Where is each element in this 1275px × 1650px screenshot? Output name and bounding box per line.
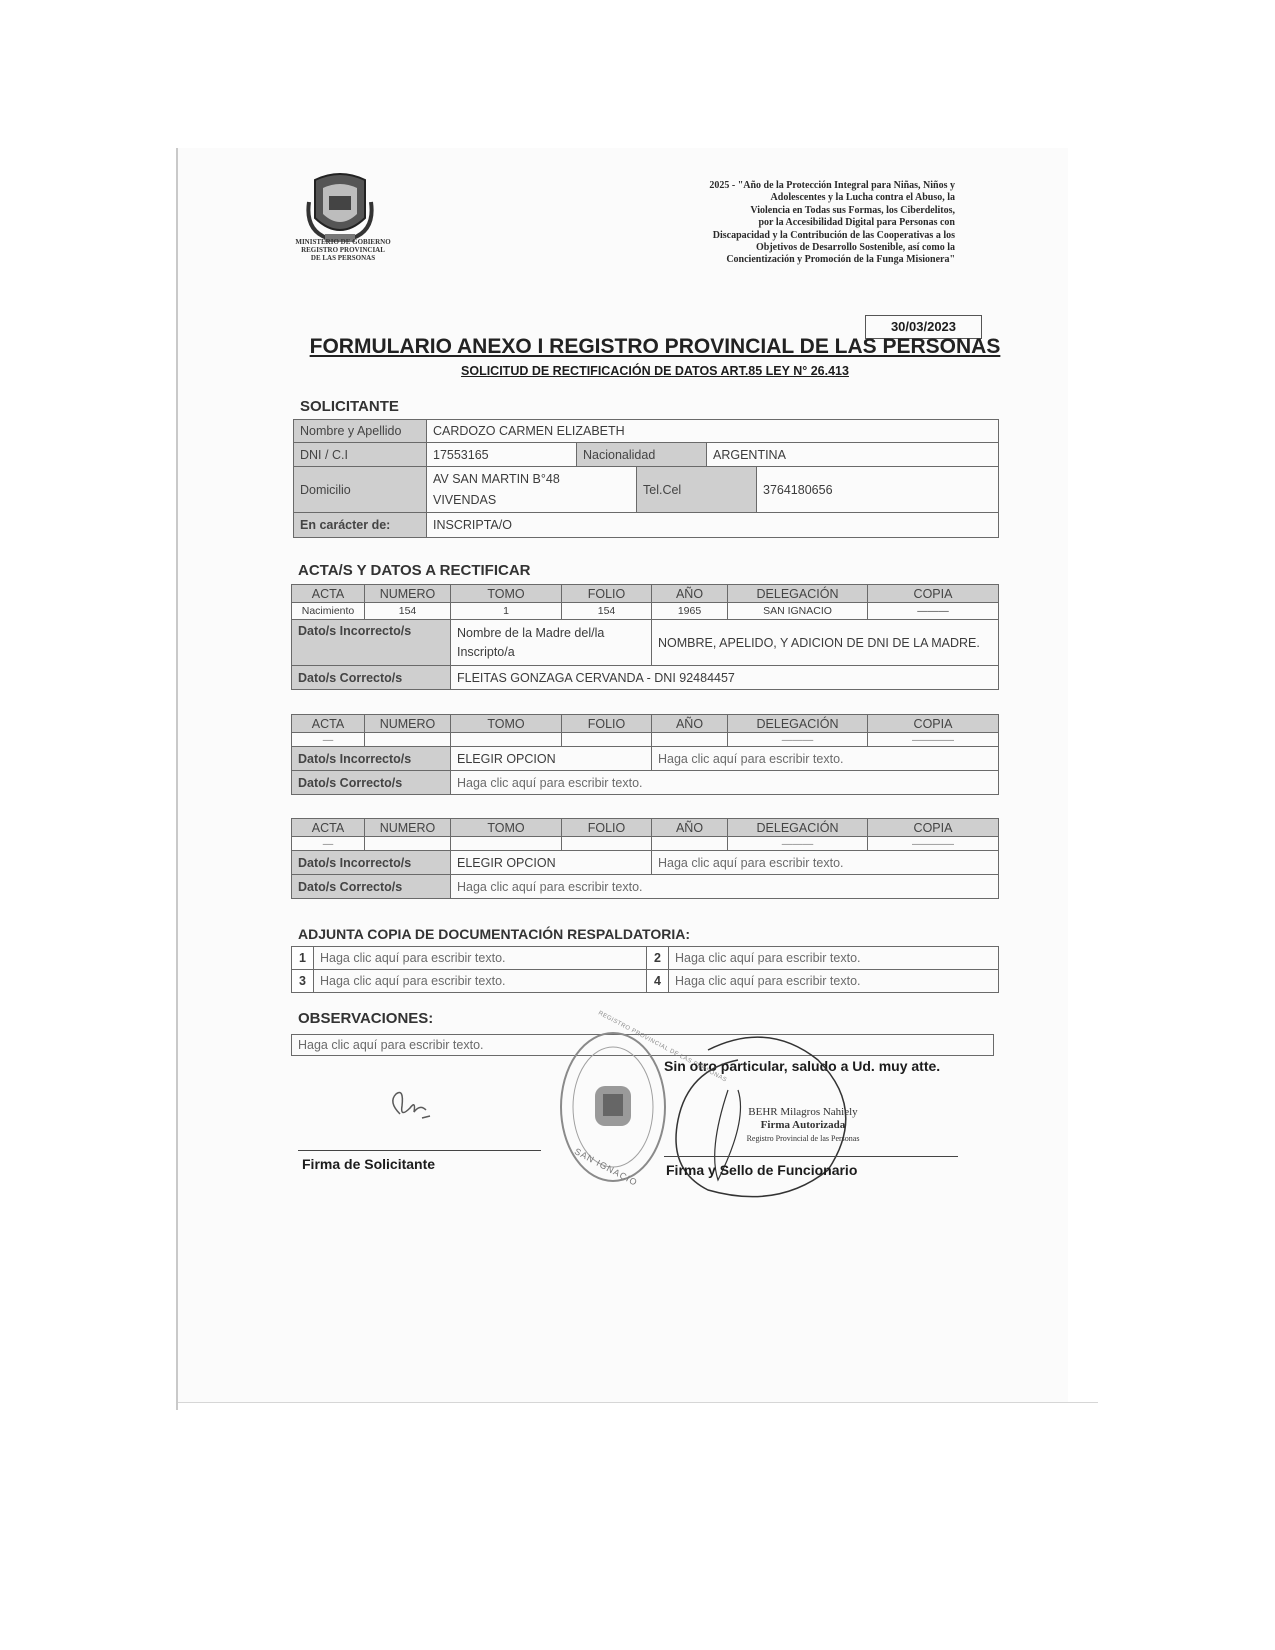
solicitante-table xyxy=(293,419,999,538)
section-solicitante: SOLICITANTE xyxy=(300,398,399,415)
incorrect-field-select[interactable]: ELEGIR OPCION xyxy=(451,851,652,875)
caracter-field[interactable]: INSCRIPTA/O xyxy=(427,513,999,538)
correct-field[interactable]: FLEITAS GONZAGA CERVANDA - DNI 92484457 xyxy=(451,666,999,690)
col-delegacion: DELEGACIÓN xyxy=(728,585,868,603)
date-field[interactable]: 30/03/2023 xyxy=(865,315,982,339)
closing-salutation: Sin otro particular, saludo a Ud. muy atte. xyxy=(664,1058,941,1074)
nacionalidad-field[interactable]: ARGENTINA xyxy=(707,443,999,467)
incorrect-label: Dato/s Incorrecto/s xyxy=(292,747,451,771)
folio-field[interactable] xyxy=(562,733,652,747)
observaciones-field[interactable]: Haga clic aquí para escribir texto. xyxy=(291,1034,994,1056)
correct-field[interactable]: Haga clic aquí para escribir texto. xyxy=(451,875,999,899)
copia-field[interactable]: ———— xyxy=(868,733,999,747)
col-numero: NUMERO xyxy=(365,819,451,837)
scan-edge-left xyxy=(176,148,178,1410)
firma-solicitante-label: Firma de Solicitante xyxy=(302,1156,436,1172)
col-anio: AÑO xyxy=(652,715,728,733)
motto-line: Discapacidad y la Contribución de las Cooperativas a los xyxy=(712,229,955,241)
doc-field[interactable]: Haga clic aquí para escribir texto. xyxy=(314,970,647,993)
anio-field[interactable] xyxy=(652,733,728,747)
acta-type-field[interactable]: — xyxy=(292,837,365,851)
correct-label: Dato/s Correcto/s xyxy=(292,771,451,795)
ministry-line: MINISTERIO DE GOBIERNO xyxy=(295,238,391,246)
col-tomo: TOMO xyxy=(451,819,562,837)
incorrect-detail-field[interactable]: Haga clic aquí para escribir texto. xyxy=(652,747,999,771)
correct-field[interactable]: Haga clic aquí para escribir texto. xyxy=(451,771,999,795)
copia-field[interactable]: ———— xyxy=(868,837,999,851)
col-copia: COPIA xyxy=(868,819,999,837)
doc-number: 4 xyxy=(647,970,669,993)
section-observaciones: OBSERVACIONES: xyxy=(298,1010,434,1027)
doc-number: 2 xyxy=(647,947,669,970)
domicilio-label: Domicilio xyxy=(294,467,427,513)
doc-number: 1 xyxy=(292,947,314,970)
folio-field[interactable]: 154 xyxy=(562,603,652,620)
col-tomo: TOMO xyxy=(451,715,562,733)
col-folio: FOLIO xyxy=(562,819,652,837)
firma-funcionario-label: Firma y Sello de Funcionario xyxy=(666,1162,858,1178)
applicant-signature xyxy=(380,1088,440,1128)
incorrect-label: Dato/s Incorrecto/s xyxy=(292,620,451,666)
acta-table-2 xyxy=(291,714,999,795)
numero-field[interactable] xyxy=(365,733,451,747)
col-acta: ACTA xyxy=(292,715,365,733)
domicilio-field[interactable] xyxy=(427,467,637,513)
acta-table-3 xyxy=(291,818,999,899)
incorrect-field-select[interactable]: ELEGIR OPCION xyxy=(451,747,652,771)
incorrect-detail-field[interactable]: NOMBRE, APELIDO, Y ADICION DE DNI DE LA MADRE. xyxy=(652,620,999,666)
doc-field[interactable]: Haga clic aquí para escribir texto. xyxy=(669,970,999,993)
col-numero: NUMERO xyxy=(365,585,451,603)
tomo-field[interactable]: 1 xyxy=(451,603,562,620)
form-title: FORMULARIO ANEXO I REGISTRO PROVINCIAL DE LAS PERSONAS xyxy=(309,335,1001,358)
year-motto xyxy=(560,180,955,267)
official-signature-line xyxy=(664,1156,958,1157)
caracter-label: En carácter de: xyxy=(294,513,427,538)
official-line: Firma Autorizada xyxy=(760,1119,846,1131)
adjunta-table xyxy=(291,946,999,993)
tomo-field[interactable] xyxy=(451,733,562,747)
anio-field[interactable] xyxy=(652,837,728,851)
telcel-label: Tel.Cel xyxy=(637,467,757,513)
official-stamp xyxy=(557,1028,669,1186)
col-copia: COPIA xyxy=(868,585,999,603)
col-acta: ACTA xyxy=(292,819,365,837)
domicilio-line: VIVENDAS xyxy=(433,492,497,507)
acta-type-field[interactable]: Nacimiento xyxy=(292,603,365,620)
official-name-stamp xyxy=(728,1106,878,1145)
dni-field[interactable]: 17553165 xyxy=(427,443,577,467)
correct-label: Dato/s Correcto/s xyxy=(292,875,451,899)
anio-field[interactable]: 1965 xyxy=(652,603,728,620)
domicilio-line: AV SAN MARTIN B°48 xyxy=(433,471,560,486)
delegacion-field[interactable]: SAN IGNACIO xyxy=(728,603,868,620)
scan-edge-bottom xyxy=(178,1402,1098,1403)
delegacion-field[interactable]: ——— xyxy=(728,837,868,851)
correct-label: Dato/s Correcto/s xyxy=(292,666,451,690)
doc-field[interactable]: Haga clic aquí para escribir texto. xyxy=(314,947,647,970)
ministry-line: REGISTRO PROVINCIAL xyxy=(301,246,385,254)
col-copia: COPIA xyxy=(868,715,999,733)
incorrect-label: Dato/s Incorrecto/s xyxy=(292,851,451,875)
section-adjunta: ADJUNTA COPIA DE DOCUMENTACIÓN RESPALDATORIA: xyxy=(298,926,690,942)
col-acta: ACTA xyxy=(292,585,365,603)
folio-field[interactable] xyxy=(562,837,652,851)
incorrect-field-select[interactable]: Nombre de la Madre del/la Inscripto/a xyxy=(451,620,652,666)
motto-line: por la Accesibilidad Digital para Personas con xyxy=(758,217,955,229)
acta-table-1 xyxy=(291,584,999,690)
dni-label: DNI / C.I xyxy=(294,443,427,467)
delegacion-field[interactable]: ——— xyxy=(728,733,868,747)
col-folio: FOLIO xyxy=(562,715,652,733)
motto-line: Adolescentes y la Lucha contra el Abuso, la xyxy=(770,192,955,204)
form-subtitle: SOLICITUD DE RECTIFICACIÓN DE DATOS ART.85 LEY N° 26.413 xyxy=(461,364,849,378)
col-numero: NUMERO xyxy=(365,715,451,733)
numero-field[interactable] xyxy=(365,837,451,851)
motto-line: Objetivos de Desarrollo Sostenible, así como la xyxy=(756,242,955,254)
ministry-name xyxy=(278,238,408,262)
motto-line: 2025 - "Año de la Protección Integral para Niñas, Niños y xyxy=(709,180,955,191)
nacionalidad-label: Nacionalidad xyxy=(577,443,707,467)
nombre-field[interactable]: CARDOZO CARMEN ELIZABETH xyxy=(427,420,999,443)
tomo-field[interactable] xyxy=(451,837,562,851)
doc-field[interactable]: Haga clic aquí para escribir texto. xyxy=(669,947,999,970)
incorrect-detail-field[interactable]: Haga clic aquí para escribir texto. xyxy=(652,851,999,875)
nombre-label: Nombre y Apellido xyxy=(294,420,427,443)
acta-type-field[interactable]: — xyxy=(292,733,365,747)
col-anio: AÑO xyxy=(652,819,728,837)
col-delegacion: DELEGACIÓN xyxy=(728,715,868,733)
col-tomo: TOMO xyxy=(451,585,562,603)
ministry-line: DE LAS PERSONAS xyxy=(310,254,376,262)
motto-line: Violencia en Todas sus Formas, los Ciberdelitos, xyxy=(750,204,955,216)
stamp-place: SAN IGNACIO xyxy=(572,1146,640,1188)
doc-number: 3 xyxy=(292,970,314,993)
official-line: Registro Provincial de las Personas xyxy=(746,1134,860,1143)
col-delegacion: DELEGACIÓN xyxy=(728,819,868,837)
col-anio: AÑO xyxy=(652,585,728,603)
stamp-text: REGISTRO PROVINCIAL DE LAS PERSONAS xyxy=(597,1010,728,1084)
telcel-field[interactable]: 3764180656 xyxy=(757,467,999,513)
official-line: BEHR Milagros Nahiely xyxy=(748,1106,858,1118)
motto-line: Concientización y Promoción de la Funga Misionera" xyxy=(726,254,955,266)
col-folio: FOLIO xyxy=(562,585,652,603)
section-actas: ACTA/S Y DATOS A RECTIFICAR xyxy=(298,562,531,579)
applicant-signature-line xyxy=(298,1150,541,1151)
numero-field[interactable]: 154 xyxy=(365,603,451,620)
copia-field[interactable]: ——— xyxy=(868,603,999,620)
